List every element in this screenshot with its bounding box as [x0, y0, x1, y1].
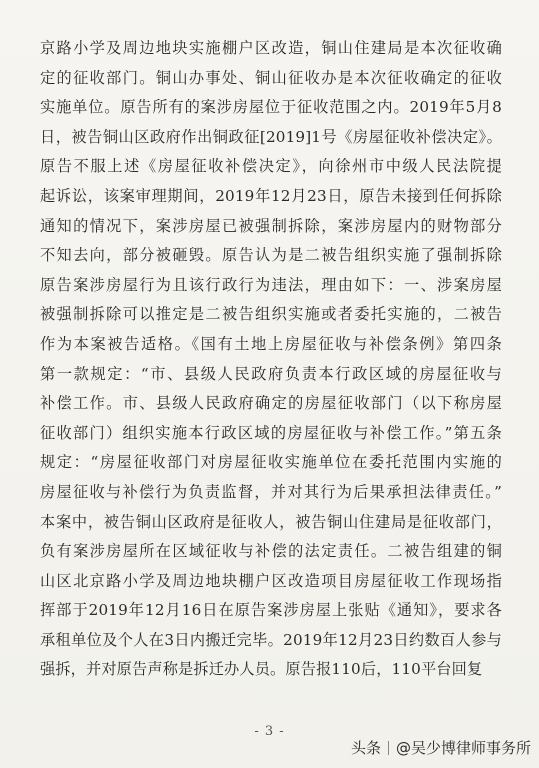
text-line: 实施单位。原告所有的案涉房屋位于征收范围之内。2019年5月8 [40, 98, 502, 117]
text-line: 本案中，被告铜山区政府是征收人，被告铜山住建局是征收部门， [40, 512, 502, 531]
watermark-platform: 头条 [350, 739, 381, 757]
text-line: 挥部于2019年12月16日在原告案涉房屋上张贴《通知》，要求各 [40, 601, 502, 620]
text-line: 山区北京路小学及周边地块棚户区改造项目房屋征收工作现场指 [40, 571, 502, 590]
watermark-author: @吴少博律师事务所 [395, 739, 531, 757]
document-body [40, 34, 502, 685]
text-line: 定的征收部门。铜山办事处、铜山征收办是本次征收确定的征收 [40, 68, 502, 87]
text-line: 征收部门）组织实施本行政区域的房屋征收与补偿工作。”第五条 [40, 423, 502, 442]
text-line: 强拆，并对原告声称是拆迁办人员。原告报110后，110平台回复 [40, 660, 483, 679]
text-line: 原告案涉房屋行为且该行政行为违法，理由如下：一、涉案房屋 [40, 275, 502, 294]
text-line: 房屋征收与补偿行为负责监督，并对其行为后果承担法律责任。” [40, 482, 502, 501]
text-line: 通知的情况下，案涉房屋已被强制拆除，案涉房屋内的财物部分 [40, 216, 502, 235]
text-line: 原告不服上述《房屋征收补偿决定》，向徐州市中级人民法院提 [40, 157, 502, 176]
text-line: 日，被告铜山区政府作出铜政征[2019]1号《房屋征收补偿决定》。 [40, 127, 502, 146]
watermark [351, 737, 531, 758]
watermark-divider [388, 741, 389, 755]
text-line: 不知去向，部分被砸毁。原告认为是二被告组织实施了强制拆除 [40, 246, 502, 265]
text-line: 规定：“房屋征收部门对房屋征收实施单位在委托范围内实施的 [40, 453, 502, 472]
text-line: 被强制拆除可以推定是二被告组织实施或者委托实施的，二被告 [40, 305, 502, 324]
text-line: 承租单位及个人在3日内搬迁完毕。2019年12月23日约数百人参与 [40, 630, 502, 649]
text-line: 作为本案被告适格。《国有土地上房屋征收与补偿条例》第四条 [40, 334, 502, 353]
text-line: 负有案涉房屋所在区域征收与补偿的法定责任。二被告组建的铜 [40, 542, 502, 561]
text-line: 第一款规定：“市、县级人民政府负责本行政区域的房屋征收与 [40, 364, 502, 383]
text-line: 补偿工作。市、县级人民政府确定的房屋征收部门（以下称房屋 [40, 394, 502, 413]
page-number: - 3 - [254, 724, 285, 739]
text-line: 京路小学及周边地块实施棚户区改造，铜山住建局是本次征收确 [40, 39, 502, 57]
text-line: 起诉讼，该案审理期间，2019年12月23日，原告未接到任何拆除 [40, 186, 502, 205]
